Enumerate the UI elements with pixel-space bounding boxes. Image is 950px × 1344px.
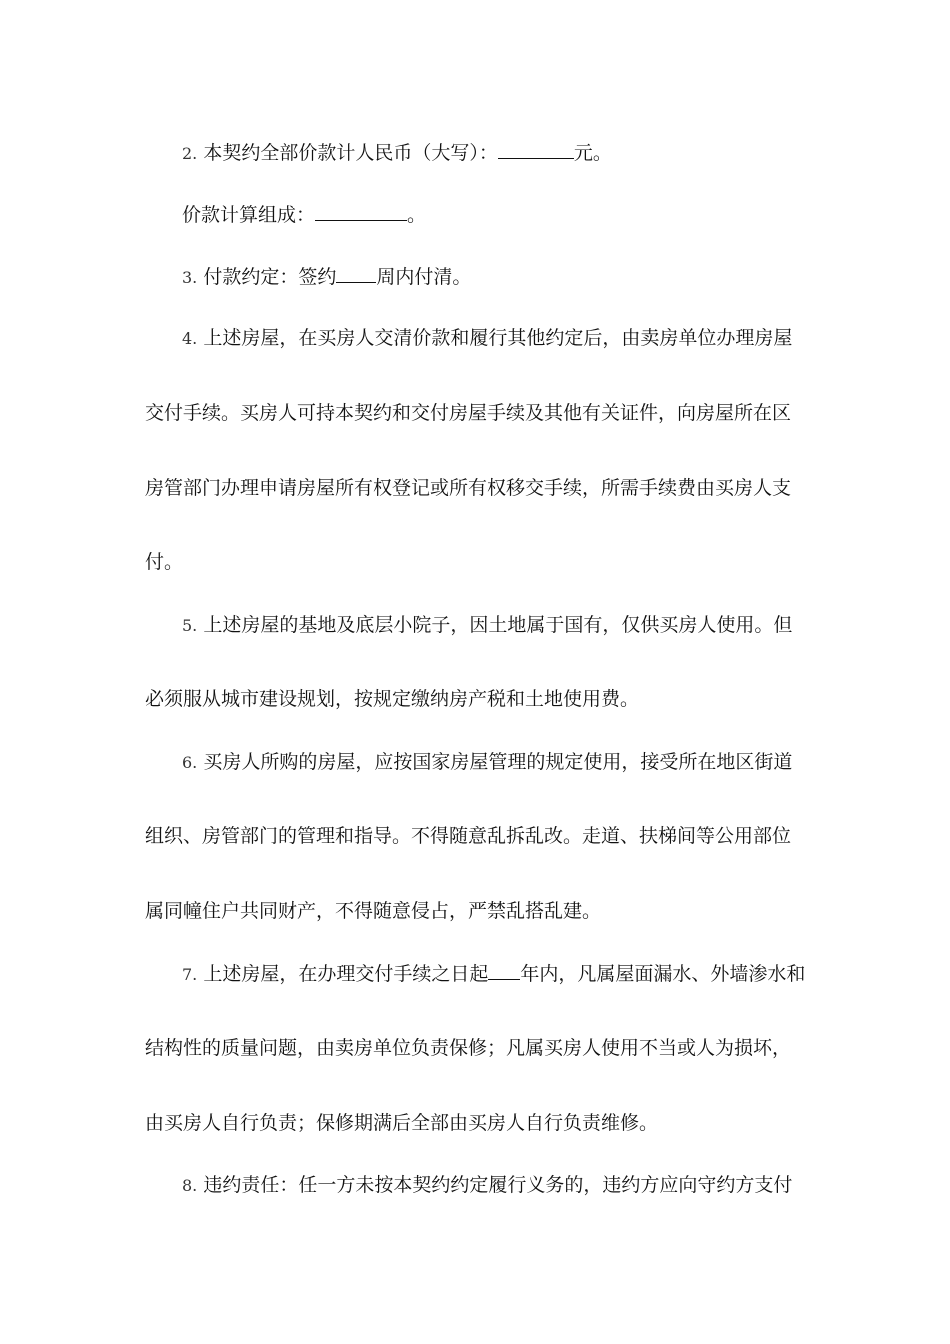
clause-2-line-1	[182, 139, 810, 167]
clause-4-number: 4.	[182, 329, 198, 348]
clause-3-text-end: 周内付清。	[376, 266, 472, 288]
clause-2-text: 本契约全部价款计人民币（大写）：	[203, 142, 498, 164]
clause-8-number: 8.	[182, 1176, 198, 1195]
warranty-years-blank	[488, 960, 520, 980]
clause-7-line-3: 由买房人自行负责；保修期满后全部由买房人自行负责维修。	[145, 1112, 659, 1134]
clause-8-line-1	[182, 1172, 810, 1199]
clause-5-line-2: 必须服从城市建设规划，按规定缴纳房产税和土地使用费。	[145, 688, 640, 710]
clause-6-text: 买房人所购的房屋，应按国家房屋管理的规定使用，接受所在地区街道	[203, 751, 793, 773]
payment-weeks-blank	[336, 263, 376, 283]
clause-4-line-4: 付。	[145, 551, 184, 573]
clause-7-text-end: 年内，凡属屋面漏水、外墙渗水和	[520, 963, 806, 985]
clause-8-text: 违约责任：任一方未按本契约约定履行义务的，违约方应向守约方支付	[203, 1174, 793, 1196]
clause-4-line-2: 交付手续。买房人可持本契约和交付房屋手续及其他有关证件，向房屋所在区	[145, 402, 792, 424]
total-price-blank	[498, 139, 574, 159]
price-composition-end: 。	[407, 204, 427, 226]
price-composition-blank	[315, 201, 407, 221]
price-composition-label: 价款计算组成：	[182, 204, 316, 226]
clause-2-number: 2.	[182, 144, 198, 163]
clause-7-number: 7.	[182, 965, 198, 984]
clause-7-line-1	[182, 960, 810, 988]
clause-5-number: 5.	[182, 616, 198, 635]
clause-4-text: 上述房屋，在买房人交清价款和履行其他约定后，由卖房单位办理房屋	[203, 327, 793, 349]
clause-6-line-3: 属同幢住户共同财产，不得随意侵占，严禁乱搭乱建。	[145, 900, 602, 922]
clause-6-line-2: 组织、房管部门的管理和指导。不得随意乱拆乱改。走道、扶梯间等公用部位	[145, 825, 792, 847]
clause-6-number: 6.	[182, 753, 198, 772]
clause-3-line-1	[182, 263, 810, 291]
clause-5-text: 上述房屋的基地及底层小院子，因土地属于国有，仅供买房人使用。但	[203, 614, 793, 636]
clause-6-line-1	[182, 749, 810, 776]
clause-7-line-2: 结构性的质量问题，由卖房单位负责保修；凡属买房人使用不当或人为损坏，	[145, 1037, 792, 1059]
clause-2-unit: 元。	[573, 142, 612, 164]
clause-2-sub-line	[182, 201, 810, 228]
clause-3-number: 3.	[182, 268, 198, 287]
clause-4-line-1	[182, 325, 810, 352]
clause-7-text: 上述房屋，在办理交付手续之日起	[203, 963, 489, 985]
clause-4-line-3: 房管部门办理申请房屋所有权登记或所有权移交手续，所需手续费由买房人支	[145, 477, 792, 499]
clause-3-text: 付款约定：签约	[203, 266, 337, 288]
clause-5-line-1	[182, 612, 810, 639]
